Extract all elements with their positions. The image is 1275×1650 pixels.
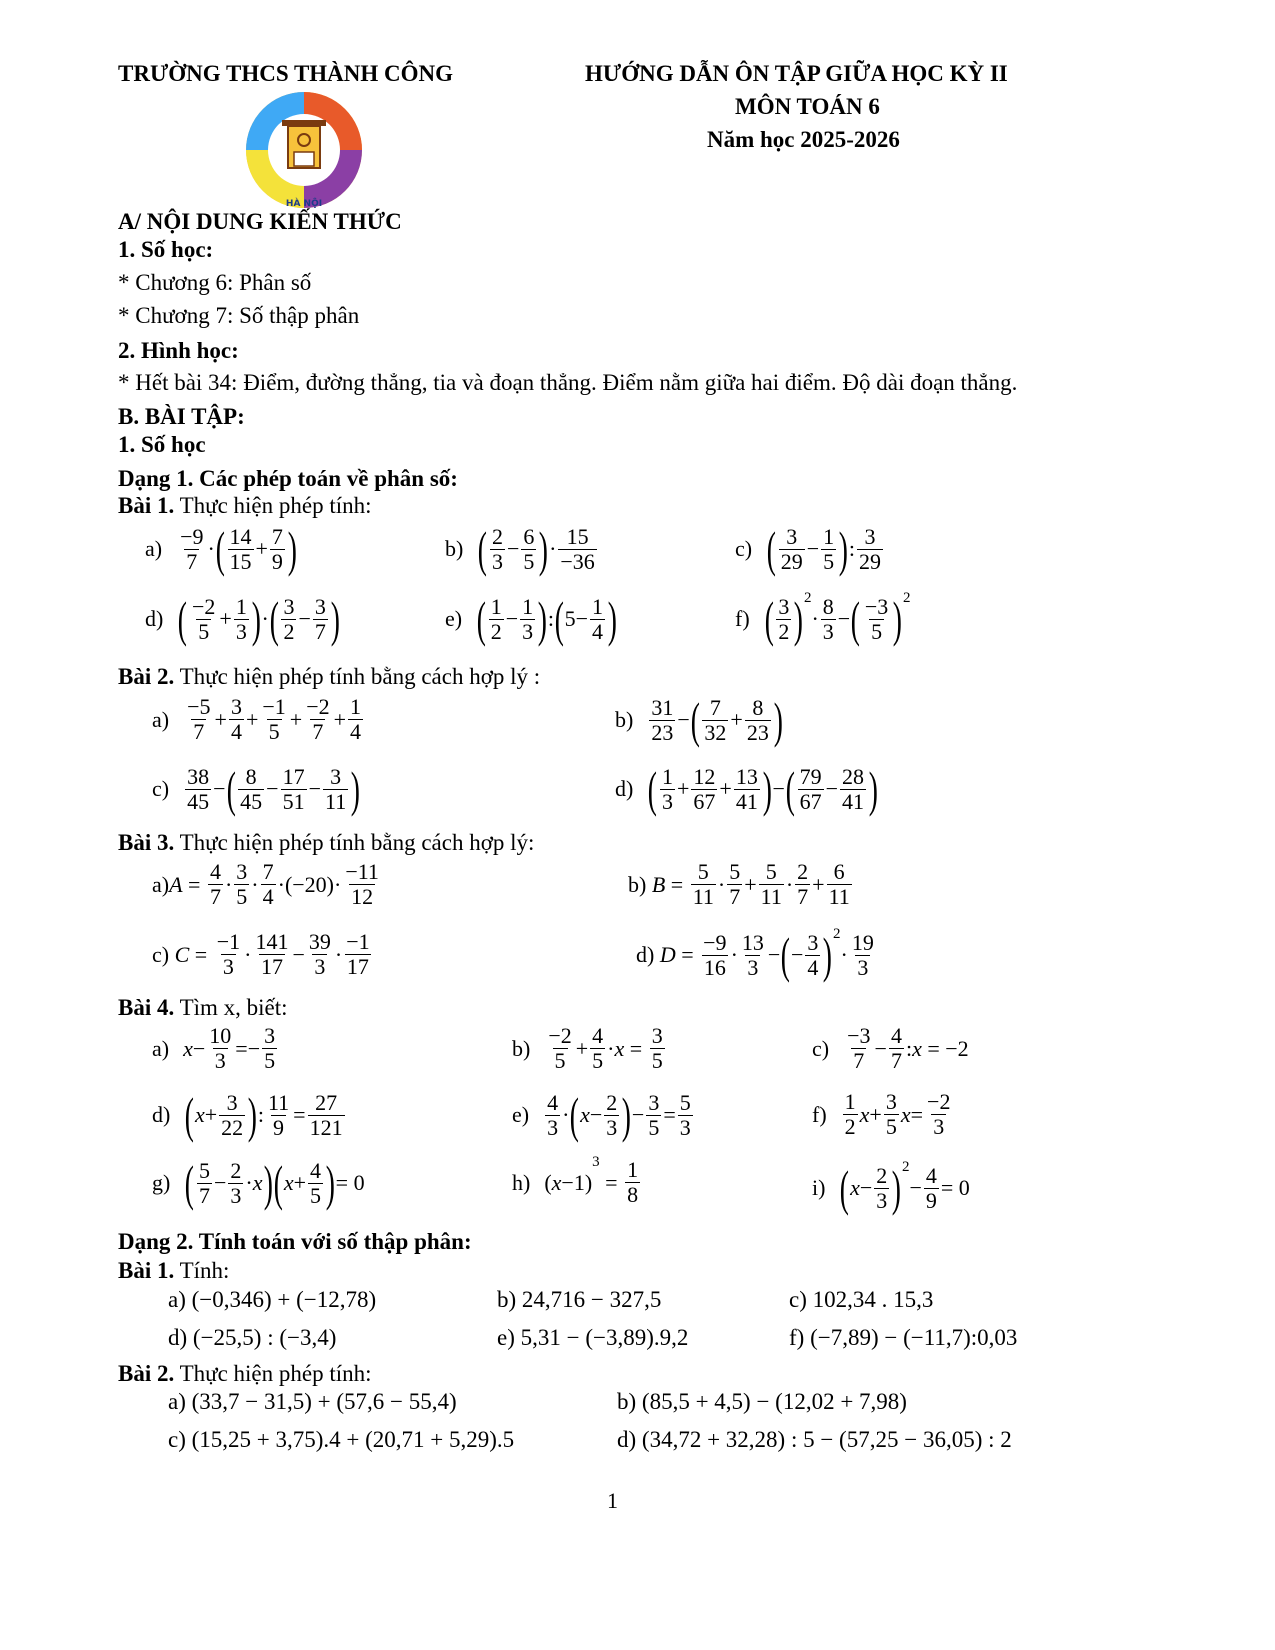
section-a-title: A/ NỘI DUNG KIẾN THỨC (118, 209, 402, 234)
document-title: HƯỚNG DẪN ÔN TẬP GIỮA HỌC KỲ II (585, 61, 1008, 86)
exercise-3c: c) C = $\frac{-1}{3}$ · $\frac{141}{17}$ − $\frac{39}{3}$ · $\frac{-1}{17}$ (152, 929, 370, 979)
exercise-arithmetic-heading: 1. Số học (118, 432, 206, 457)
exercise-1-heading: Bài 1. Thực hiện phép tính: (118, 493, 372, 518)
exercise-4f: f) $\frac{1}{2}$ x + $\frac{3}{5}$ x = $\frac{-2}{3}$ (812, 1089, 951, 1139)
school-name: TRƯỜNG THCS THÀNH CÔNG (118, 61, 454, 86)
exercise-1f: f) ( $\frac{3}{2}$ ) 2 · $\frac{8}{3}$ − ( $\frac{-3}{5}$ ) 2 (735, 590, 911, 647)
decimal-1d: d) (−25,5) : (−3,4) (168, 1325, 337, 1350)
decimal-1e: e) 5,31 − (−3,89).9,2 (497, 1325, 689, 1350)
chapter-6-item: * Chương 6: Phân số (118, 270, 312, 295)
exercise-4g: g) ( $\frac{5}{7}$ − $\frac{2}{3}$ · x ) ( x + $\frac{4}{5}$ ) = 0 (152, 1155, 365, 1211)
type-2-exercise-2-heading: Bài 2. Thực hiện phép tính: (118, 1361, 372, 1386)
decimal-2d: d) (34,72 + 32,28) : 5 − (57,25 − 36,05) : 2 (617, 1427, 1012, 1452)
exercise-1a: a) $\frac{-9}{7}$ · ( $\frac{14}{15}$ + $\frac{7}{9}$ ) (145, 521, 297, 577)
exercise-2d: d) ( $\frac{1}{3}$ + $\frac{12}{67}$ + $\frac{13}{41}$ ) − ( $\frac{79}{67}$ − $\frac{28}{41}$ ) (615, 761, 878, 817)
exercise-3b: b) B = $\frac{5}{11}$ · $\frac{5}{7}$ + $\frac{5}{11}$ · $\frac{2}{7}$ + $\frac{6}{11}$ (628, 859, 850, 909)
exercise-3d: d) D = $\frac{-9}{16}$ · $\frac{13}{3}$ − ( − $\frac{3}{4}$ ) 2 · $\frac{19}{3}$ (636, 926, 874, 983)
exercise-4d: d) ( x + $\frac{3}{22}$ ) : $\frac{11}{9}$ = $\frac{27}{121}$ (152, 1087, 343, 1143)
page-number: 1 (607, 1488, 618, 1513)
school-logo (242, 88, 366, 212)
decimal-1b: b) 24,716 − 327,5 (497, 1287, 662, 1312)
type-2-exercise-1-heading: Bài 1. Tính: (118, 1258, 230, 1283)
exercise-3-heading: Bài 3. Thực hiện phép tính bằng cách hợp lý: (118, 830, 535, 855)
exercise-1e: e) ( $\frac{1}{2}$ − $\frac{1}{3}$ ) : ( 5− $\frac{1}{4}$ ) (445, 591, 617, 647)
decimal-1c: c) 102,34 . 15,3 (789, 1287, 934, 1312)
exercise-4a: a) x − $\frac{10}{3}$ =− $\frac{3}{5}$ (152, 1023, 276, 1073)
exercise-4-heading: Bài 4. Tìm x, biết: (118, 995, 288, 1020)
geometry-item: * Hết bài 34: Điểm, đường thẳng, tia và đoạn thẳng. Điểm nằm giữa hai điểm. Độ dài đoạn thẳng. (118, 370, 1018, 395)
exercise-1d: d) ( $\frac{-2}{5}$ + $\frac{1}{3}$ ) · ( $\frac{3}{2}$ − $\frac{3}{7}$ ) (145, 591, 340, 647)
exercise-4b: b) $\frac{-2}{5}$ + $\frac{4}{5}$ · x = $\frac{3}{5}$ (512, 1023, 663, 1073)
type-1-heading: Dạng 1. Các phép toán về phân số: (118, 466, 458, 491)
geometry-heading: 2. Hình học: (118, 338, 239, 363)
exercise-2a: a) $\frac{-5}{7}$ + $\frac{3}{4}$ + $\frac{-1}{5}$ + $\frac{-2}{7}$ + $\frac{1}{4}$ (152, 694, 362, 744)
exercise-3a: a) A = $\frac{4}{7}$ · $\frac{3}{5}$ · $\frac{7}{4}$ ·(−20)· $\frac{-11}{12}$ (152, 859, 379, 909)
decimal-1f: f) (−7,89) − (−11,7):0,03 (789, 1325, 1018, 1350)
decimal-2b: b) (85,5 + 4,5) − (12,02 + 7,98) (617, 1389, 907, 1414)
subject-title: MÔN TOÁN 6 (735, 94, 880, 119)
type-2-heading: Dạng 2. Tính toán với số thập phân: (118, 1229, 472, 1254)
exercise-4c: c) $\frac{-3}{7}$ − $\frac{4}{7}$ : x = −2 (812, 1023, 969, 1073)
exercise-2b: b) $\frac{31}{23}$ − ( $\frac{7}{32}$ + $\frac{8}{23}$ ) (615, 692, 783, 748)
decimal-2c: c) (15,25 + 3,75).4 + (20,71 + 5,29).5 (168, 1427, 515, 1452)
exercise-1b: b) ( $\frac{2}{3}$ − $\frac{6}{5}$ ) · $\frac{15}{-36}$ (445, 521, 595, 577)
exercise-4e: e) $\frac{4}{3}$ · ( x − $\frac{2}{3}$ ) − $\frac{3}{5}$ = $\frac{5}{3}$ (512, 1087, 691, 1143)
logo-city: HÀ NỘI (285, 199, 323, 209)
section-b-title: B. BÀI TẬP: (118, 404, 245, 429)
decimal-1a: a) (−0,346) + (−12,78) (168, 1287, 377, 1312)
chapter-7-item: * Chương 7: Số thập phân (118, 303, 360, 328)
exercise-2c: c) $\frac{38}{45}$ − ( $\frac{8}{45}$ − $\frac{17}{51}$ − $\frac{3}{11}$ ) (152, 761, 361, 817)
exercise-1c: c) ( $\frac{3}{29}$ − $\frac{1}{5}$ ) : $\frac{3}{29}$ (735, 521, 881, 577)
decimal-2a: a) (33,7 − 31,5) + (57,6 − 55,4) (168, 1389, 457, 1414)
exercise-2-heading: Bài 2. Thực hiện phép tính bằng cách hợp lý : (118, 664, 541, 689)
arithmetic-heading: 1. Số học: (118, 237, 214, 262)
school-year: Năm học 2025-2026 (707, 127, 900, 152)
exercise-4h: h) ( x −1) 3 = $\frac{1}{8}$ (512, 1154, 639, 1207)
exercise-4i: i) ( x − $\frac{2}{3}$ ) 2 − $\frac{4}{9}$ = 0 (812, 1159, 970, 1216)
